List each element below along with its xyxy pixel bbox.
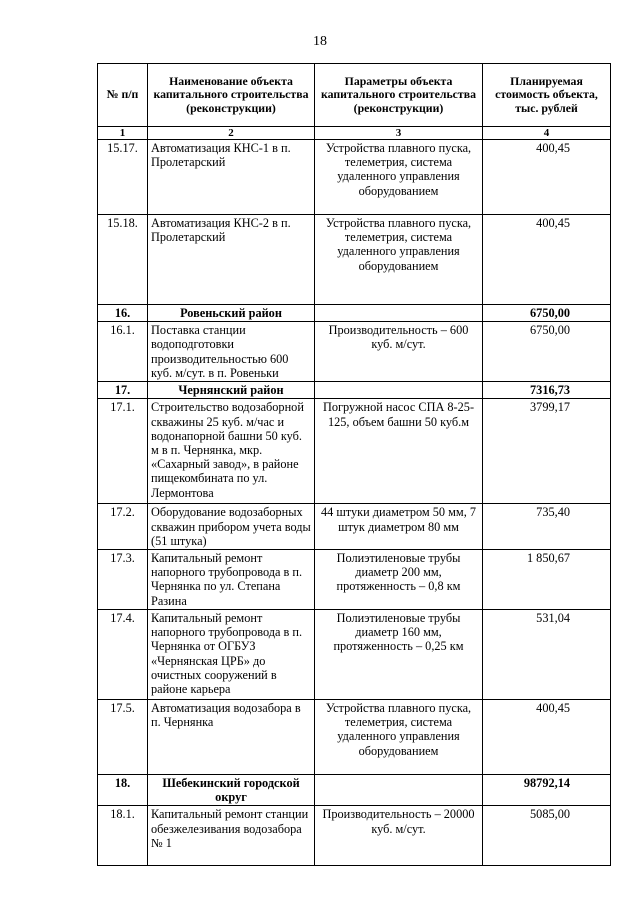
header-planned-cost: Планируемая стоимость объекта, тыс. рублей bbox=[483, 64, 611, 127]
header-object-name: Наименование объекта капитального строительства (реконструкции) bbox=[148, 64, 315, 127]
table-header-row bbox=[98, 64, 611, 127]
table-row bbox=[98, 550, 611, 610]
planned-cost: 400,45 bbox=[483, 700, 611, 775]
planned-cost: 735,40 bbox=[483, 504, 611, 550]
table-row bbox=[98, 215, 611, 305]
row-number: 16.1. bbox=[98, 322, 148, 382]
row-number: 17. bbox=[98, 382, 148, 399]
region-name: Чернянский район bbox=[148, 382, 315, 399]
planned-cost: 5085,00 bbox=[483, 806, 611, 866]
header-object-parameters: Параметры объекта капитального строительства (реконструкции) bbox=[315, 64, 483, 127]
table-row bbox=[98, 610, 611, 700]
object-parameters: Устройства плавного пуска, телеметрия, система удаленного управления оборудованием bbox=[315, 140, 483, 215]
object-parameters bbox=[315, 775, 483, 806]
row-number: 16. bbox=[98, 305, 148, 322]
region-total-cost: 98792,14 bbox=[483, 775, 611, 806]
planned-cost: 400,45 bbox=[483, 215, 611, 305]
object-name: Капитальный ремонт напорного трубопровода в п. Чернянка от ОГБУЗ «Чернянская ЦРБ» до очистных сооружений в районе карьера bbox=[148, 610, 315, 700]
object-parameters: 44 штуки диаметром 50 мм, 7 штук диаметром 80 мм bbox=[315, 504, 483, 550]
row-number: 17.4. bbox=[98, 610, 148, 700]
object-parameters: Устройства плавного пуска, телеметрия, система удаленного управления оборудованием bbox=[315, 215, 483, 305]
object-name: Капитальный ремонт напорного трубопровода в п. Чернянка по ул. Степана Разина bbox=[148, 550, 315, 610]
planned-cost: 6750,00 bbox=[483, 322, 611, 382]
object-name: Оборудование водозаборных скважин прибором учета воды (51 штука) bbox=[148, 504, 315, 550]
table-row bbox=[98, 700, 611, 775]
table-row bbox=[98, 504, 611, 550]
column-number: 1 bbox=[98, 127, 148, 140]
capital-construction-table bbox=[97, 63, 611, 866]
object-parameters: Производительность – 600 куб. м/сут. bbox=[315, 322, 483, 382]
column-number: 3 bbox=[315, 127, 483, 140]
planned-cost: 1 850,67 bbox=[483, 550, 611, 610]
row-number: 18. bbox=[98, 775, 148, 806]
region-row bbox=[98, 305, 611, 322]
row-number: 17.3. bbox=[98, 550, 148, 610]
row-number: 17.5. bbox=[98, 700, 148, 775]
region-name: Ровеньский район bbox=[148, 305, 315, 322]
region-total-cost: 7316,73 bbox=[483, 382, 611, 399]
object-parameters: Погружной насос СПА 8-25-125, объем башни 50 куб.м bbox=[315, 399, 483, 504]
region-name: Шебекинский городской округ bbox=[148, 775, 315, 806]
table-row bbox=[98, 140, 611, 215]
object-parameters bbox=[315, 382, 483, 399]
object-name: Капитальный ремонт станции обезжелезивания водозабора № 1 bbox=[148, 806, 315, 866]
table-row bbox=[98, 399, 611, 504]
region-total-cost: 6750,00 bbox=[483, 305, 611, 322]
planned-cost: 531,04 bbox=[483, 610, 611, 700]
object-name: Автоматизация водозабора в п. Чернянка bbox=[148, 700, 315, 775]
object-name: Автоматизация КНС-2 в п. Пролетарский bbox=[148, 215, 315, 305]
planned-cost: 400,45 bbox=[483, 140, 611, 215]
table-row bbox=[98, 322, 611, 382]
row-number: 15.18. bbox=[98, 215, 148, 305]
object-name: Поставка станции водоподготовки производительностью 600 куб. м/сут. в п. Ровеньки bbox=[148, 322, 315, 382]
header-row-number: № п/п bbox=[98, 64, 148, 127]
region-row bbox=[98, 382, 611, 399]
object-parameters: Производительность – 20000 куб. м/сут. bbox=[315, 806, 483, 866]
planned-cost: 3799,17 bbox=[483, 399, 611, 504]
object-name: Строительство водозаборной скважины 25 куб. м/час и водонапорной башни 50 куб. м в п. Чернянка, мкр. «Сахарный завод», в районе пищекомбината по ул. Лермонтова bbox=[148, 399, 315, 504]
page-number: 18 bbox=[313, 34, 327, 49]
object-parameters bbox=[315, 305, 483, 322]
row-number: 15.17. bbox=[98, 140, 148, 215]
region-row bbox=[98, 775, 611, 806]
object-name: Автоматизация КНС-1 в п. Пролетарский bbox=[148, 140, 315, 215]
row-number: 17.2. bbox=[98, 504, 148, 550]
table-row bbox=[98, 806, 611, 866]
row-number: 17.1. bbox=[98, 399, 148, 504]
column-number: 4 bbox=[483, 127, 611, 140]
column-numbers-row bbox=[98, 127, 611, 140]
object-parameters: Полиэтиленовые трубы диаметр 160 мм, протяженность – 0,25 км bbox=[315, 610, 483, 700]
column-number: 2 bbox=[148, 127, 315, 140]
object-parameters: Устройства плавного пуска, телеметрия, система удаленного управления оборудованием bbox=[315, 700, 483, 775]
object-parameters: Полиэтиленовые трубы диаметр 200 мм, протяженность – 0,8 км bbox=[315, 550, 483, 610]
row-number: 18.1. bbox=[98, 806, 148, 866]
